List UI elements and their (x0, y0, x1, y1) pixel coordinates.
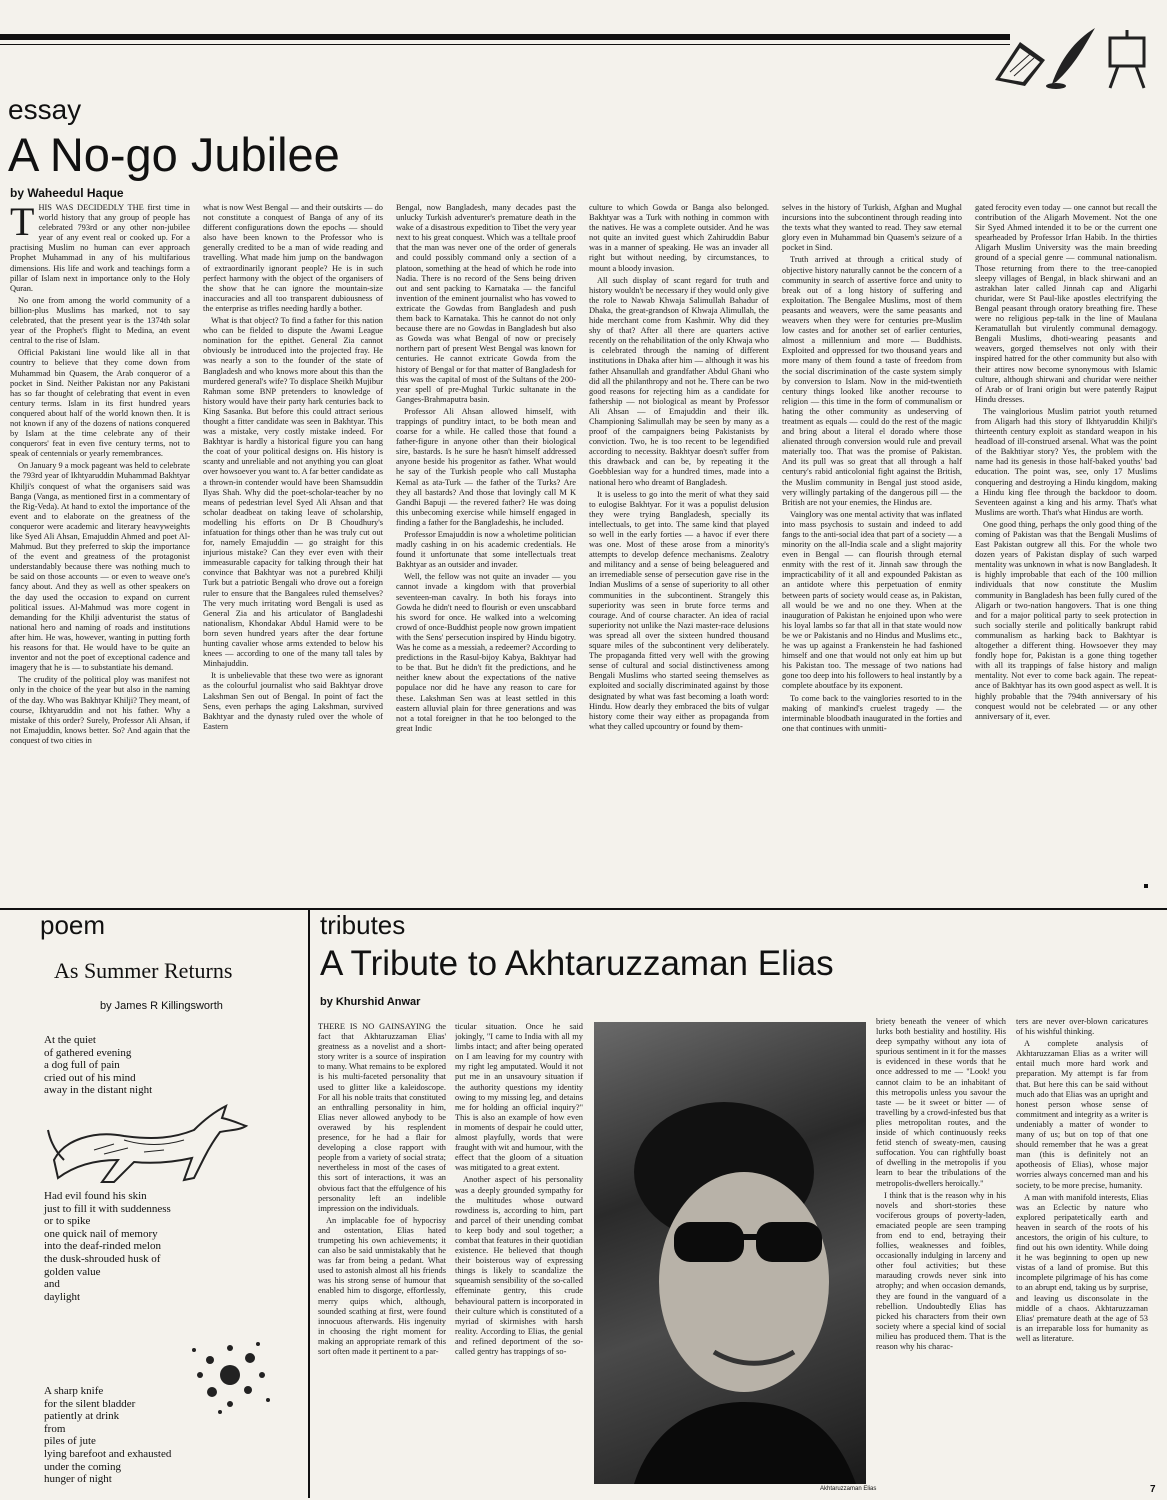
essay-column-3 (396, 203, 576, 908)
essay-paragraph: Truth arrived at through a critical study of objective history naturally cannot be the concern of a community in search of assertive force and unity to break out of a long history of suffering and exploitation. The Bengalee Muslims, most of them peasants and weavers, were the same peasants and weavers when they were for centuries pre-Muslim low castes and for another set of earlier centuries, almost a millennium and more — Buddhists. Exploited and oppressed for two thousand years and more many of them found a taste of freedom from the social discrimination of the caste system simply by conversion to Islam. Now in the mid-twentieth century things looked like another recourse to religion — this time in the form of communalism or hating the other community as undeserving of treatment as equals — could do the rest of the magic and bring about a literal el dorado where those alienated through conversion would rule and prevail materially too. That was the promise of Pakistan. And its pull was so great that all through a half century's rabid anticolonial fight against the British, the Muslim community in Bengal just stood aside, very willingly partaking of the dangerous pill — the British are not your enemies, the Hindus are. (782, 255, 962, 507)
tribute-paragraph: briety beneath the veneer of which lurks both bestiality and hostility. His deep sympathy without any iota of spurious sentiment in it for the masses is evidenced in these words that he once addressed to me — "Look! you cannot claim to be an inhabitant of this metropolis unless you savour the taste — be it sweet or bitter — of travelling by a crowd-infested bus that plies metropolitan routes, and the inside of which continuously reeks fetid stench of sweaty-men, causing suffocation. You can rightfully boast of dwelling in the metropolis if you learn to bear the tribulations of the metropolis-dwellers heroically." (876, 1017, 1006, 1188)
tribute-paragraph: Another aspect of his personality was a deeply grounded sympathy for the multitudes whose outward rowdiness is, according to him, part and parcel of their unending combat to keep body and soul together; a combat that features in their quotidian existence. He believed that though their boisterous way of expressing things is likely to scandalize the squeamish sensibility of the so-called effeminate gentry, this crude behavioural pattern is incorporated in their culture which is constituted of a myriad of skirmishes with harsh reality. According to Elias, the genial and refined deportment of the so-called gentry has trappings of so- (455, 1175, 583, 1356)
essay-paragraph: What is that object? To find a father for this nation who can be fielded to dispute the Awami League nomination for the epithet. General Zia cannot obviously be introduced into the projected fray. He was nearly a son to the founder of the state of Bangladesh and who knows more about this than the murdered general's wife? To displace Sheikh Mujibur Rahman some BNP pretenders to knowledge of history would have their party hark centuries back to King Sasanka. But before this could attract serious thought a fitter candidate was seen in Bakhtyar. This was a mistake, very costly mistake indeed. For Bakhtyar is hardly a historical figure you can hang the coat of your political designs on. His history is scanty and unreliable and not anything you can gloat over howsoever you want to. A far better candidate as a thrown-in contender would have been Shamsuddin Ilyas Shah. Why did the poet-scholar-teacher by no means of pedestrian level Syed Ali Ahsan and that scholar deadbeat on taking leave of scholarship, modelling his efforts on Dr B Choudhury's infatuation for things other than he was truly cut out for, namely Emajuddin — go straight for this injurious mistake? Can they ever even with their immeasurable capacity for talking through their hat convince that Bakhtyar was not a purebred Khilji Turk but a patriotic Bengali who drove out a foreign ruler to ensure that the Bangalees ruled themselves? The very much irritating word Bengali is used as General Zia and his articulator of Bangladeshi nationalism, Khondakar Abdul Hamid were to be born seven hundred years after the dear fortune hunting cavalier whose arms extended to below his knees — according to one of the many tall tales by Minhajuddin. (203, 316, 383, 669)
poem-line: away in the distant night (44, 1084, 153, 1097)
essay-dropcap: T (10, 203, 35, 244)
essay-column-6 (975, 203, 1157, 908)
tribute-section-label: tributes (320, 910, 406, 940)
tribute-byline: by Khurshid Anwar (320, 996, 421, 1008)
poem-line: lying barefoot and exhausted (44, 1447, 172, 1460)
poem-line: piles of jute (44, 1435, 96, 1448)
tribute-column-1 (318, 1022, 446, 1492)
essay-byline: by Waheedul Haque (10, 186, 124, 200)
book-icon (995, 42, 1045, 86)
poem-line: cried out of his mind (44, 1071, 136, 1084)
portrait-illustration (594, 1022, 866, 1484)
essay-column-4 (589, 203, 769, 908)
essay-paragraph: Bengal, now Bangladesh, many decades past the unlucky Turkish adventurer's premature death in the wake of a disastrous expedition to Tibet the very year next to his great conquest. Which was a telltale proof that the man was never one of the order of generals and could possibly command only a section of a platoon, something at the head of which he rode into Nadia. There is no record of the Sens being driven out and sent packing to Karnataka — the fanciful invention of the eminent journalist who has vowed to extricate the Gowdas from Bangladesh and push them back to Karnataka. This he cannot do not only because there are no Gowdas in Bangladesh but also as Gowda was what Bengal of now or precisely northern part of present West Bengal was known for centuries. He cannot extricate Gowda from the history of Bengal or for that matter of Bangladesh for this was the capital of most of the Sultans of the 200-year spell of pre-Mughal Turkic sultanate in the Ganges-Brahmaputra basin. (396, 203, 576, 404)
essay-paragraph: selves in the history of Turkish, Afghan and Mughal incursions into the subcontinent through reading into the texts what they wanted to read. They saw eternal glory even in Muhammad bin Quasem's seizure of a pocket in Sind. (782, 203, 962, 253)
poem-line: for the silent bladder (44, 1397, 136, 1410)
end-mark (1144, 884, 1148, 888)
tribute-paragraph: I think that is the reason why in his novels and short-stories these vociferous groups of poverty-laden, emaciated people are seen tramping from end to end, betraying their follies, weaknesses and foibles, occasionally indulging in larceny and other foul activities; but these marauding crowds never sink into atrophy; and when occasion demands, they are found in the vanguard of a rebellion. Undoubtedly Elias has picked his characters from their own society where a special kind of social milieu has produced them. That is the reason why his charac- (876, 1190, 1006, 1351)
author-photo (594, 1022, 866, 1484)
essay-paragraph: Professor Emajuddin is now a wholetime politician madly cashing in on his academic credentials. He found it unfortunate that some intellectuals treat Bakhtyar as an outsider and invader. (396, 530, 576, 570)
tribute-paragraph: ters are never over-blown caricatures of his wishful thinking. (1016, 1017, 1148, 1037)
essay-paragraph: Vainglory was one mental activity that was inflated into mass psychosis to sustain and indeed to add fangs to the anti-social idea that part of a society — a minority on the all-India scale and a slight majority even in Bengal — can flourish through eternal enmity with the rest of it. Jinnah saw through the impracticability of it all and expounded Pakistan as an antidote where this perpetuation of enmity between parts of society would cease as, in Pakistan, all would be we and no one they. When at the inauguration of Pakistan he enjoined upon who were his loyal lambs so far that all in that state would now be we or Pakistanis and no Hindus and Muslims etc., he was up against a Frankenstein he had fashioned himself and one that would not only eat him up but his Pakistan too. The message of two nations had gone too deep into his followers to heal instantly by a complete aboutface by its exponent. (782, 509, 962, 691)
essay-paragraph: The vainglorious Muslim patriot youth returned from Aligarh had this story of Ikhtyaruddin Khilji's thirteenth century exploit as standard weapon in his headload of ill-construed arsenal. What was the point of the Bakhtiyar story? Yes, the problem with the name had its genesis in those half-baked youths' bad education. The point was, see, only 17 Muslims conquering and destroying a Hindu kingdom, making a Hindu king flee through the backdoor to doom. Seventeen against a king and his army. That's what Muslims are worth. That's what Hindus are worth. (975, 406, 1157, 517)
quill-pen-icon (1046, 28, 1095, 89)
essay-column-5 (782, 203, 962, 908)
poem-line: the dusk-shrouded husk of (44, 1252, 161, 1265)
poem-stanza-3 (44, 1385, 274, 1486)
essay-paragraph: gated ferocity even today — one cannot but recall the contribution of the Aligarh Movement. Not the one Sir Syed Ahmed intended it to be or the current one spearheaded by Professor Irfan Habib. In the thirties Aligarh Muslim University was the main breeding ground of a special genre — communal nationalism. Those returning from there to the tree-canopied sleepy villages of Bengal, in black shirwani and an astrakhan later called Jinnah cap and Aligarhi churidar, were St Paul-like apostles electrifying the Bengal peasant through oratory breathing fire. These were no religious pep-talk in the line of Maulana Keramatullah but virulently communal demagogy. Bengali Muslims, dhoti-wearing peasants and weavers, gorged themselves not only with their inspired hatred for the other community but also with their attires now become synonymous with Islamic culture, although shirwani and churidar were neither of Arab or of Irani origin but were patently Rajput Hindu dresses. (975, 203, 1157, 404)
poem-vertical-rule (308, 910, 310, 1498)
essay-paragraph: what is now West Bengal — and their outskirts — do not constitute a conquest of Banga of any of its different configurations down the epochs — should also have been known to the Professor who is generally credited to be a man of wide reading and travelling. What made him jump on the bandwagon of extraordinarily ignorant people? He is in such perfect harmony with the object of the organisers of the show that he can ignore the mountain-size inaccuracies and all too transparent dubiousness of the enterprise as trifles needing hardly a bother. (203, 203, 383, 313)
tribute-paragraph: ticular situation. Once he said jokingly, "I came to India with all my limbs intact; and after being operated on I am leaving for my country with my right leg amputated. Would it not put me in an unsavoury situation if the authority questions my identity owing to my missing leg, and detains me for holding an official inquiry?" This is also an example of how even in moments of despair he could utter, almost playfully, words that were fraught with wit and humour, with the effect that the gloom of a situation was mitigated to a great extent. (455, 1022, 583, 1173)
poem-line: from (44, 1422, 66, 1435)
poem-line: of gathered evening (44, 1046, 132, 1059)
tribute-column-2 (455, 1022, 583, 1492)
page-number: 7 (1150, 1484, 1156, 1495)
essay-paragraph: No one from among the world community of a billion-plus Muslims has marked, not to say celebrated, that the present year is the 1374th solar year of the Prophet's flight to Medina, an event central to the rise of Islam. (10, 295, 190, 346)
poem-line: hunger of night (44, 1473, 112, 1486)
poem-line: daylight (44, 1290, 81, 1303)
tribute-paragraph: THERE IS NO GAINSAYING the fact that Akhtaruzzaman Elias' greatness as a novelist and a short-story writer is a source of inspiration to many. What remains to be explored is his multi-faceted personality that used to glitter like a kaleidoscope. For all his noble traits that constituted an enthralling personality in him, Elias never allowed anybody to be overawed by his resplendent presence, for he had a flair for developing a close rapport with people from a variety of social strata; nevertheless in most of the cases of this sort of interactions, it was an obvious fact that the effulgence of his personality left an indelible impression on the individuals. (318, 1022, 446, 1213)
masthead-rule-thin (0, 44, 1010, 45)
tribute-paragraph: A man with manifold interests, Elias was an Eclectic by nature who explored peripatetically earth and heaven in search of the roots of his ancestors, the origin of his culture, to find out his own identity. While doing it he was beginning to open up new vistas of a land of promise. But this incomplete pilgrimage of his has come to an abrupt end, taking us by surprise, and leaving us disconsolate in the middle of a chaos. Akhtaruzzaman Elias' premature death at the age of 53 is an irreparable loss for humanity as well as literature. (1016, 1192, 1148, 1343)
essay-column-1 (10, 203, 190, 908)
poem-line: or to spike (44, 1215, 91, 1228)
poem-line: Had evil found his skin (44, 1190, 147, 1202)
howling-dog-illustration (44, 1100, 264, 1190)
tribute-title: A Tribute to Akhtaruzzaman Elias (320, 944, 834, 983)
essay-paragraph: To come back to the vainglories resorted to in the making of mankind's cruelest tragedy — the interminable bloodbath inaugurated in the forties and one that continues with unmiti- (782, 693, 962, 733)
essay-column-2 (203, 203, 383, 908)
poem-line: one quick nail of memory (44, 1227, 158, 1240)
poem-line: a dog full of pain (44, 1059, 120, 1072)
poem-line: and (44, 1278, 60, 1291)
easel-icon (1110, 30, 1144, 88)
essay-section-label: essay (8, 94, 82, 125)
tribute-paragraph: An implacable foe of hypocrisy and ostentation, Elias hated trumpeting his own achievements; it can also be said unmistakably that he was far from being a pedant. What used to astonish almost all his friends was his strong sense of humour that enabled him to disgorge, effortlessly, merry quips which, although, sounded scathing at first, were found innocuous afterwards. His ingenuity in choosing the right moment for making an appropriate remark of this sort often made it pertinent to a par- (318, 1215, 446, 1356)
poem-title: As Summer Returns (54, 958, 233, 983)
essay-paragraph: One good thing, perhaps the only good thing of the coming of Pakistan was that the Bengali Muslims of East Pakistan outgrew all this. For the whole two dozen years of Pakistan display of such warped mentality was unknown in what is now Bangladesh. It is highly improbable that each of the 100 million individuals that now constitute the Muslim community in Bangladesh has been fully cured of the Aligarh or two-nation hangovers. That is one thing and for a major political party to seek protection in such socially sterile and politically bankrupt rabid communalism as harking back to Bakhtyar is altogether a different thing. Howsoever they may fondly hope for, Pakistan is a gone thing together with all its trappings of false history and malign mentality. Not ever to come back again. The repeat-ance of Bakhtyar has its own good aspect as well. It is highly probable that the 794th anniversary of his conquest would not be celebrated — or any other anniversary of it, ever. (975, 519, 1157, 721)
poem-line: golden value (44, 1265, 101, 1278)
tribute-column-4 (1016, 1017, 1148, 1491)
essay-paragraph: On January 9 a mock pageant was held to celebrate the 793rd year of Ikhtyaruddin Muhammad Bakhtyar Khilji's conquest of what the organisers said was Banga (Vanga, as mentioned first in a commentary of the Rig-Veda). At hand to extol the importance of the event and to elaborate on the greatness of the conqueror were academic and literary heavyweights like Syed Ali Ahsan, Emajuddin Ahmed and poet Al-Mahmud. But they preferred to skip the importance of the event and greatness of the protagonist understandably because there was nothing much to be said on those accounts — or even to weave one's fancy about. And they as well as other speakers on the day used the occasion to expand on current political issues. Al-Mahmud was more cogent in demanding for the Khilji adventurist the status of national hero and naming of roads and institutions after him. He was, however, wanting in putting forth his reasons for that. He would have to be quite an inventor and not the poet of exceptional cadence and imagery that he is — to substantiate his demand. (10, 461, 190, 673)
poem-line: At the quiet (44, 1034, 96, 1046)
tribute-column-3 (876, 1017, 1006, 1491)
essay-paragraph: HIS WAS DECIDEDLY THE first time in world history that any group of people has celebrated 793rd or any other non-jubilee year of any event real or cooked up. For a practising Muslim no human can ever approach Prophet Muhammad in any of his multifarious dimensions. His life and work and teachings form a pillar of Islam next in importance only to the Holy Quran. (10, 203, 190, 293)
poem-line: under the coming (44, 1460, 121, 1473)
essay-paragraph: Professor Ali Ahsan allowed himself, with trappings of punditry intact, to be both mean and coarse for a while. He called those that found a father-figure in anyone other than their biological sire, bastards. Is he sure he hasn't himself addressed anyone beside his progenitor as father. What would he say of the Turkish people who call Mustapha Kemal as ata-Turk — the father of the Turks? Are they all bastards? And those that lovingly call M K Gandhi Bapuji — the revered father? He was doing this unbecoming exercise while himself engaged in finding a father for the Bangladeshis, he included. (396, 406, 576, 527)
poem-line: patiently at drink (44, 1410, 120, 1423)
essay-paragraph: It is unbelievable that these two were as ignorant as the colourful journalist who said Bakhtyar drove Lakshman Sen out of Bengal. In point of fact the Sens, even perhaps the aging Lakshman, survived Bakhtyar and the dynasty ruled over the whole of Eastern (203, 671, 383, 731)
poem-line: just to fill it with suddenness (44, 1202, 171, 1215)
photo-caption: Akhtaruzzaman Elias (820, 1486, 877, 1492)
essay-paragraph: The crudity of the political ploy was manifest not only in the choice of the year but also in the naming of the day. Who was Bakhtyar Khilji? They meant, of course, Ikhtyaruddin and not his father. Why a mistake of this order? Surely, Professor Ali Ahsan, if not Emajuddin, knows better. So? And again that the conquest of two cities in (10, 675, 190, 745)
essay-paragraph: It is useless to go into the merit of what they said to eulogise Bakhtyar. For it was a populist delusion they were trying Bangladesh, specially its intellectuals, to get into. The same kind that played so well in the early forties — a havoc if ever there was one. Most of these arose from a minority's attempts to develop defence mechanisms. Zealotry and militancy and a sense of being beleaguered and an irremediable sense of persecution gave rise in the Indian Muslims of a sense of superiority to all other communities in the subcontinent. Strangely this superiority was seen in brute force terms and courage. And of course character. An idea of racial superiority not unlike the Nazi master-race delusions was spread all over the sixteen hundred thousand square miles of the subcontinent very deliberately. The propaganda fitted very well with the growing sense of cultural and social distinctiveness among Bengali Muslims who started seeing themselves as exploited and socially discriminated against by those designated by what was fast becoming a loath word: Hindu. How dearly they embraced the bits of vulgar history come their way either as propaganda from what they called upcountry or found by them- (589, 489, 769, 731)
essay-paragraph: Official Pakistani line would like all in that country to believe that they come down from Muhammad bin Quasem, the Arab conqueror of a pocket in Sind. Neither Pakistan nor any Pakistani has so far thought of celebrating that event in even century terms. Islam in its first hundred years conquered about half of the world known then. It is not known if any of the dozens of nations conquered by Islam at the time celebrate any of their conquerors' feat in even five century terms, not to speak of centennials or yearly remembrances. (10, 348, 190, 459)
essay-paragraph: culture to which Gowda or Banga also belonged. Bakhtyar was a Turk with nothing in common with the natives. He was a complete outsider. And he was not quite an invited guest which Zahiruddin Babur was in a manner of speaking. He was an invader all right but without needing, by circumstances, to mount a bloody invasion. (589, 203, 769, 273)
essay-paragraph: Well, the fellow was not quite an invader — you cannot invade a kingdom with that proverbial seventeen-man cavalry. In both his forays into Gowda he didn't need to flourish or even unscabbard his sword for once. He walked into a welcoming crowd of once-Buddhist people now grown impatient with the Sens' persecution inspired by Hindu bigotry. Was he come as a messiah, a redeemer? According to predictions in the Rasul-bijoy Kabya, Bakhtyar had to be that. But he didn't fit the predictions, and he neither knew about the expectations of the native populace nor did he have any reason to care for these. Lakshman Sen was at least settled in this eastern alluvial plain for three generations and was not a total foreigner in that he too belonged to the great Indic (396, 572, 576, 733)
poem-stanza-1 (44, 1034, 264, 1097)
poem-line: A sharp knife (44, 1385, 104, 1397)
poem-section-label: poem (40, 910, 106, 940)
masthead-rule-thick (0, 34, 1010, 40)
essay-paragraph: All such display of scant regard for truth and history wouldn't be necessary if they would only give the role to Nawab Khwaja Salimullah Bahadur of Dhaka, the great-grandson of Khwaja Alimullah, the hide merchant come from Kashmir. Why did they shy of that? After all there are quarters active recently on the rehabilitation of the only Khwaja who is celebrated through the naming of different institutions in Dhaka after him — although it was his father Ahsanullah and grandfather Abdul Ghani who did all the philanthropy and not he. There can be two good reasons for rejecting him as a candidate for fathership — not biological as meant by Professor Ali Ahsan — of Emajuddin and their ilk. Championing Salimullah may be seen by many as a proof of the campaigners being Pakistanists by conviction. Two, he is too recent to be legendified according to necessity. Bakhtyar doesn't suffer from this drawback and can be, by repeating it the Goebblesian way for a hundred times, made into a national hero who dreamt of Bangladesh. (589, 275, 769, 487)
tribute-paragraph: A complete analysis of Akhtaruzzaman Elias as a writer will entail much more hard work and preparation. My attempt is far from that. But here this can be said without much ado that Elias was an upright and honest person whose sense of commitment and integrity as a writer is undeniably a matter of wonder to many of us; but on top of that one should remember that he was a great man (this is definitely not an apotheosis of Elias), whose major worries always concerned man and his society, to be more precise, humanity. (1016, 1039, 1148, 1190)
poem-stanza-2 (44, 1190, 274, 1303)
poem-line: into the deaf-rinded melon (44, 1240, 161, 1253)
essay-title: A No-go Jubilee (8, 128, 340, 181)
poem-byline: by James R Killingsworth (100, 1000, 223, 1012)
masthead-illustration (990, 20, 1160, 90)
section-divider (0, 908, 1167, 910)
